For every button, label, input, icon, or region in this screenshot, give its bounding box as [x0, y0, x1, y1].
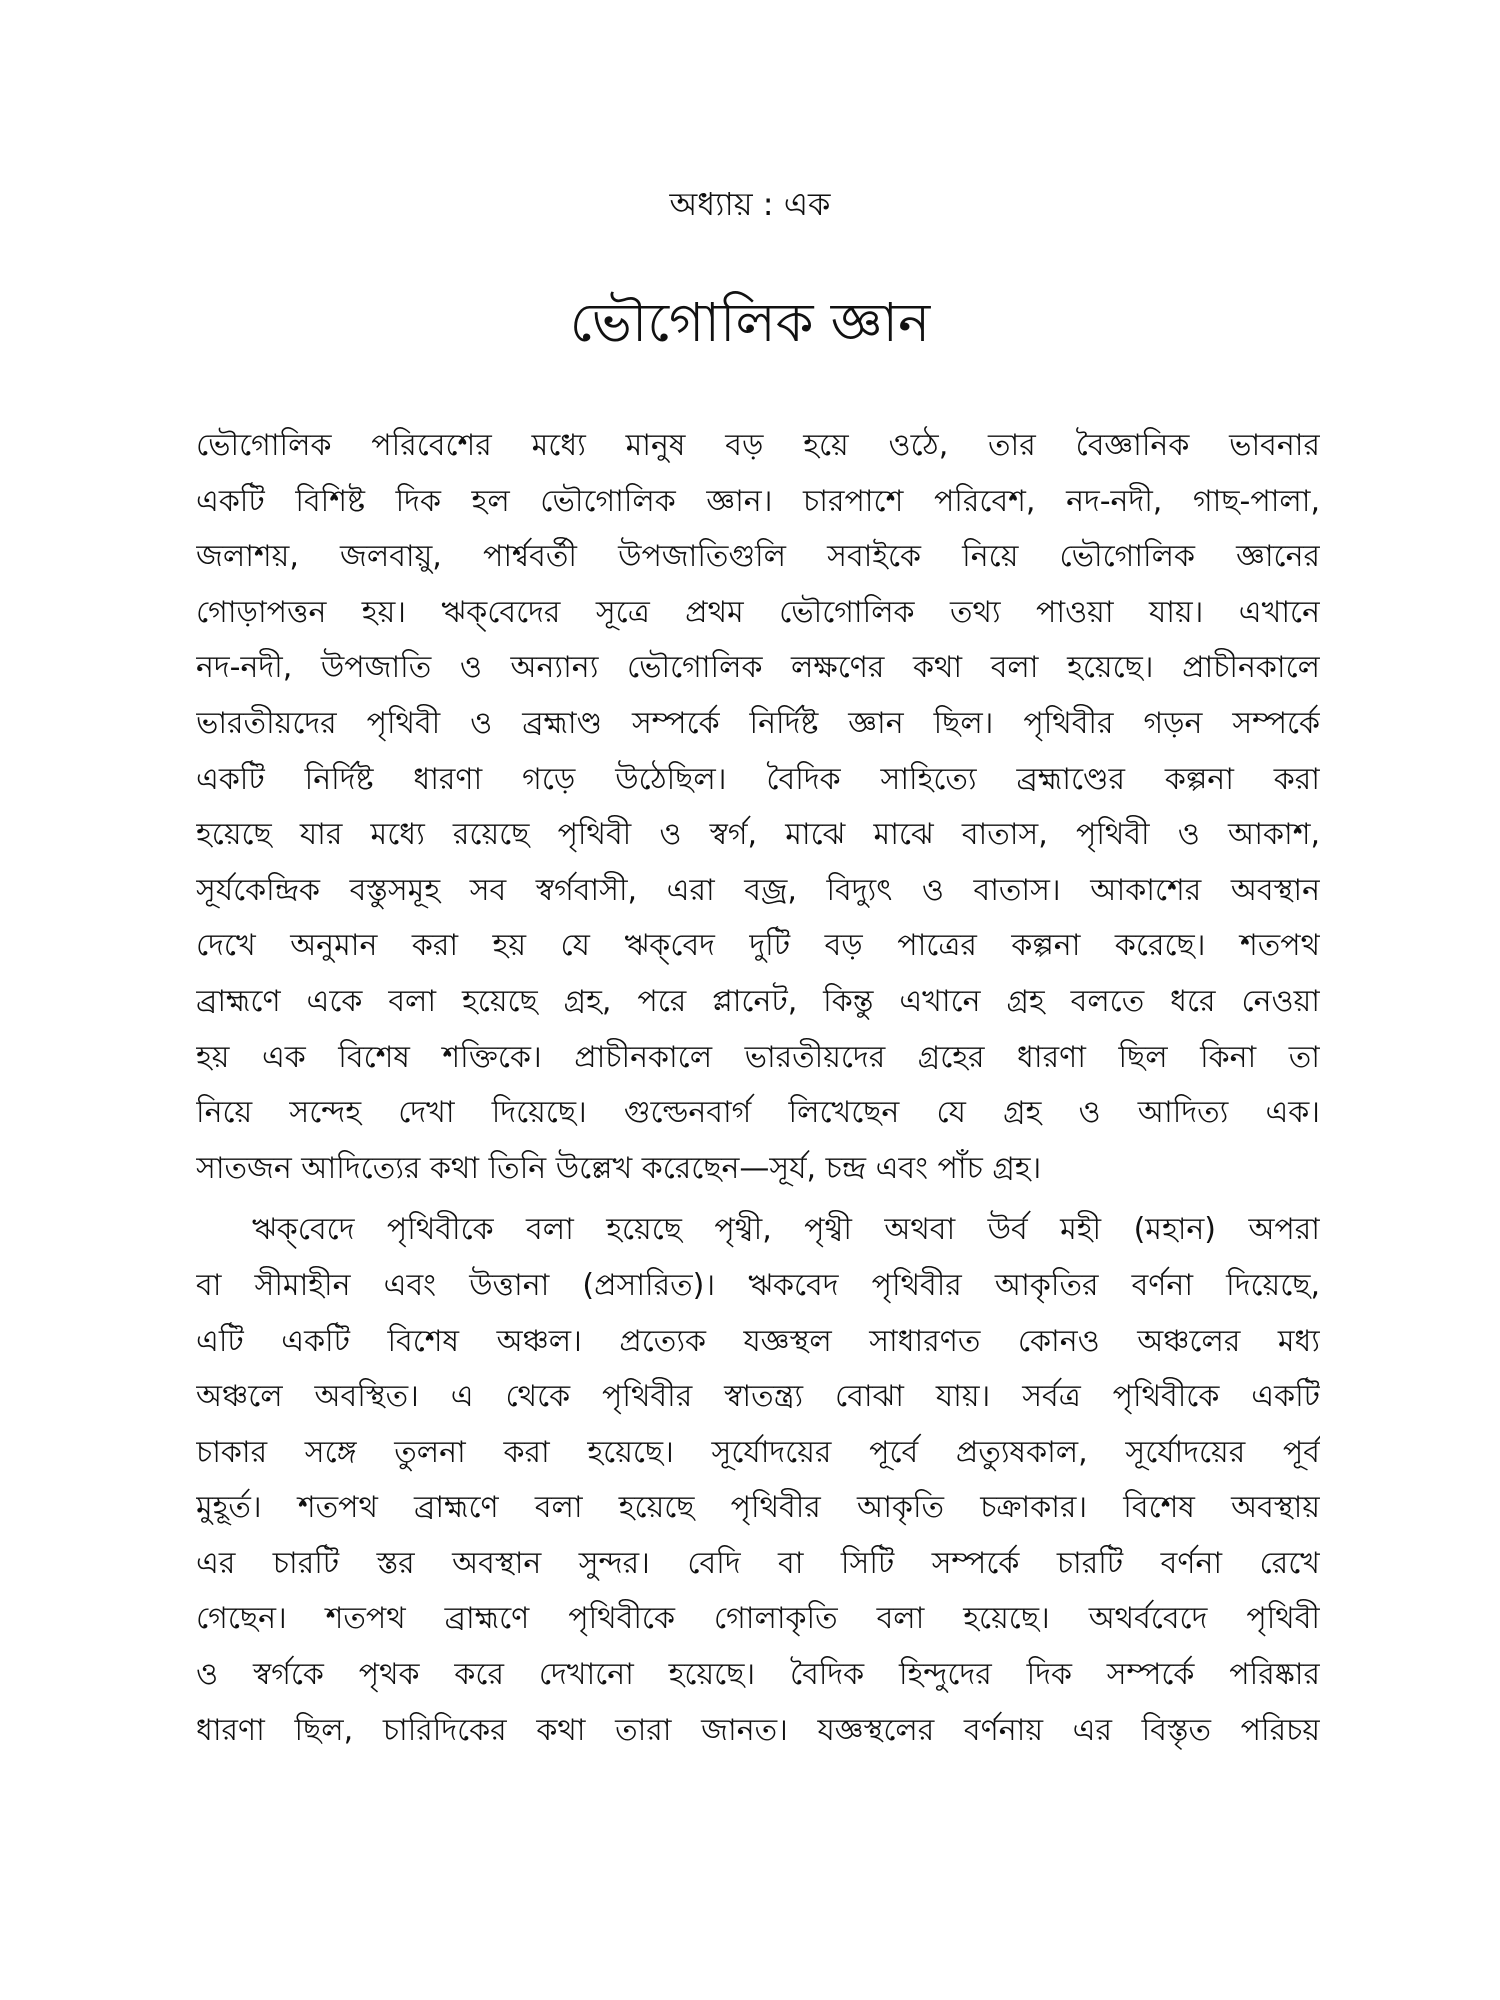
- text-line: গেছেন। শতপথ ব্রাহ্মণে পৃথিবীকে গোলাকৃতি বলা হয়েছে। অথর্ববেদে পৃথিবী: [196, 1601, 1320, 1637]
- text-line: মুহূর্ত। শতপথ ব্রাহ্মণে বলা হয়েছে পৃথিবীর আকৃতি চক্রাকার। বিশেষ অবস্থায়: [196, 1490, 1320, 1526]
- text-line: ঋক্‌বেদে পৃথিবীকে বলা হয়েছে পৃথ্বী, পৃথ্বী অথবা উর্ব মহী (মহান) অপরা: [252, 1212, 1320, 1248]
- paragraph-2: [196, 1202, 1320, 1758]
- body-text: [196, 418, 1320, 1758]
- text-line: অঞ্চলে অবস্থিত। এ থেকে পৃথিবীর স্বাতন্ত্র্য বোঝা যায়। সর্বত্র পৃথিবীকে একটি: [196, 1379, 1320, 1415]
- text-line: হয় এক বিশেষ শক্তিকে। প্রাচীনকালে ভারতীয়দের গ্রহের ধারণা ছিল কিনা তা: [196, 1039, 1320, 1075]
- text-line: নিয়ে সন্দেহ দেখা দিয়েছে। গুল্ডেনবার্গ লিখেছেন যে গ্রহ ও আদিত্য এক।: [196, 1095, 1320, 1131]
- chapter-label: অধ্যায় : এক: [669, 185, 831, 223]
- text-line: গোড়াপত্তন হয়। ঋক্‌বেদের সূত্রে প্রথম ভৌগোলিক তথ্য পাওয়া যায়। এখানে: [196, 594, 1320, 630]
- text-line: ও স্বর্গকে পৃথক করে দেখানো হয়েছে। বৈদিক হিন্দুদের দিক সম্পর্কে পরিষ্কার: [196, 1657, 1320, 1693]
- text-line: চাকার সঙ্গে তুলনা করা হয়েছে। সূর্যোদয়ের পূর্বে প্রত্যুষকাল, সূর্যোদয়ের পূর্ব: [196, 1434, 1320, 1470]
- text-line: হয়েছে যার মধ্যে রয়েছে পৃথিবী ও স্বর্গ, মাঝে মাঝে বাতাস, পৃথিবী ও আকাশ,: [196, 817, 1320, 853]
- text-line: এর চারটি স্তর অবস্থান সুন্দর। বেদি বা সিটি সম্পর্কে চারটি বর্ণনা রেখে: [196, 1545, 1320, 1581]
- text-line: একটি বিশিষ্ট দিক হল ভৌগোলিক জ্ঞান। চারপাশে পরিবেশ, নদ-নদী, গাছ-পালা,: [196, 483, 1320, 519]
- text-line: সূর্যকেন্দ্রিক বস্তুসমূহ সব স্বর্গবাসী, এরা বজ্র, বিদ্যুৎ ও বাতাস। আকাশের অবস্থান: [196, 872, 1320, 908]
- text-line: ভারতীয়দের পৃথিবী ও ব্রহ্মাণ্ড সম্পর্কে নির্দিষ্ট জ্ঞান ছিল। পৃথিবীর গড়ন সম্পর্কে: [196, 705, 1320, 741]
- text-line: ব্রাহ্মণে একে বলা হয়েছে গ্রহ, পরে প্লানেট, কিন্তু এখানে গ্রহ বলতে ধরে নেওয়া: [196, 983, 1320, 1019]
- text-line: দেখে অনুমান করা হয় যে ঋক্‌বেদ দুটি বড় পাত্রের কল্পনা করেছে। শতপথ: [196, 928, 1320, 964]
- text-line: জলাশয়, জলবায়ু, পার্শ্ববর্তী উপজাতিগুলি সবাইকে নিয়ে ভৌগোলিক জ্ঞানের: [196, 539, 1320, 575]
- text-line: ভৌগোলিক পরিবেশের মধ্যে মানুষ বড় হয়ে ওঠে, তার বৈজ্ঞানিক ভাবনার: [196, 428, 1320, 463]
- text-line: একটি নির্দিষ্ট ধারণা গড়ে উঠেছিল। বৈদিক সাহিত্যে ব্রহ্মাণ্ডের কল্পনা করা: [196, 761, 1320, 797]
- text-line: নদ-নদী, উপজাতি ও অন্যান্য ভৌগোলিক লক্ষণের কথা বলা হয়েছে। প্রাচীনকালে: [196, 650, 1320, 686]
- text-line: সাতজন আদিত্যের কথা তিনি উল্লেখ করেছেন—সূর্য, চন্দ্র এবং পাঁচ গ্রহ।: [196, 1150, 1042, 1186]
- paragraph-1: [196, 418, 1320, 1196]
- chapter-title: ভৌগোলিক জ্ঞান: [569, 291, 931, 354]
- text-line: ধারণা ছিল, চারিদিকের কথা তারা জানত। যজ্ঞস্থলের বর্ণনায় এর বিস্তৃত পরিচয়: [196, 1712, 1320, 1748]
- text-line: এটি একটি বিশেষ অঞ্চল। প্রত্যেক যজ্ঞস্থল সাধারণত কোনও অঞ্চলের মধ্য: [196, 1323, 1320, 1359]
- text-line: বা সীমাহীন এবং উত্তানা (প্রসারিত)। ঋকবেদ পৃথিবীর আকৃতির বর্ণনা দিয়েছে,: [196, 1267, 1320, 1303]
